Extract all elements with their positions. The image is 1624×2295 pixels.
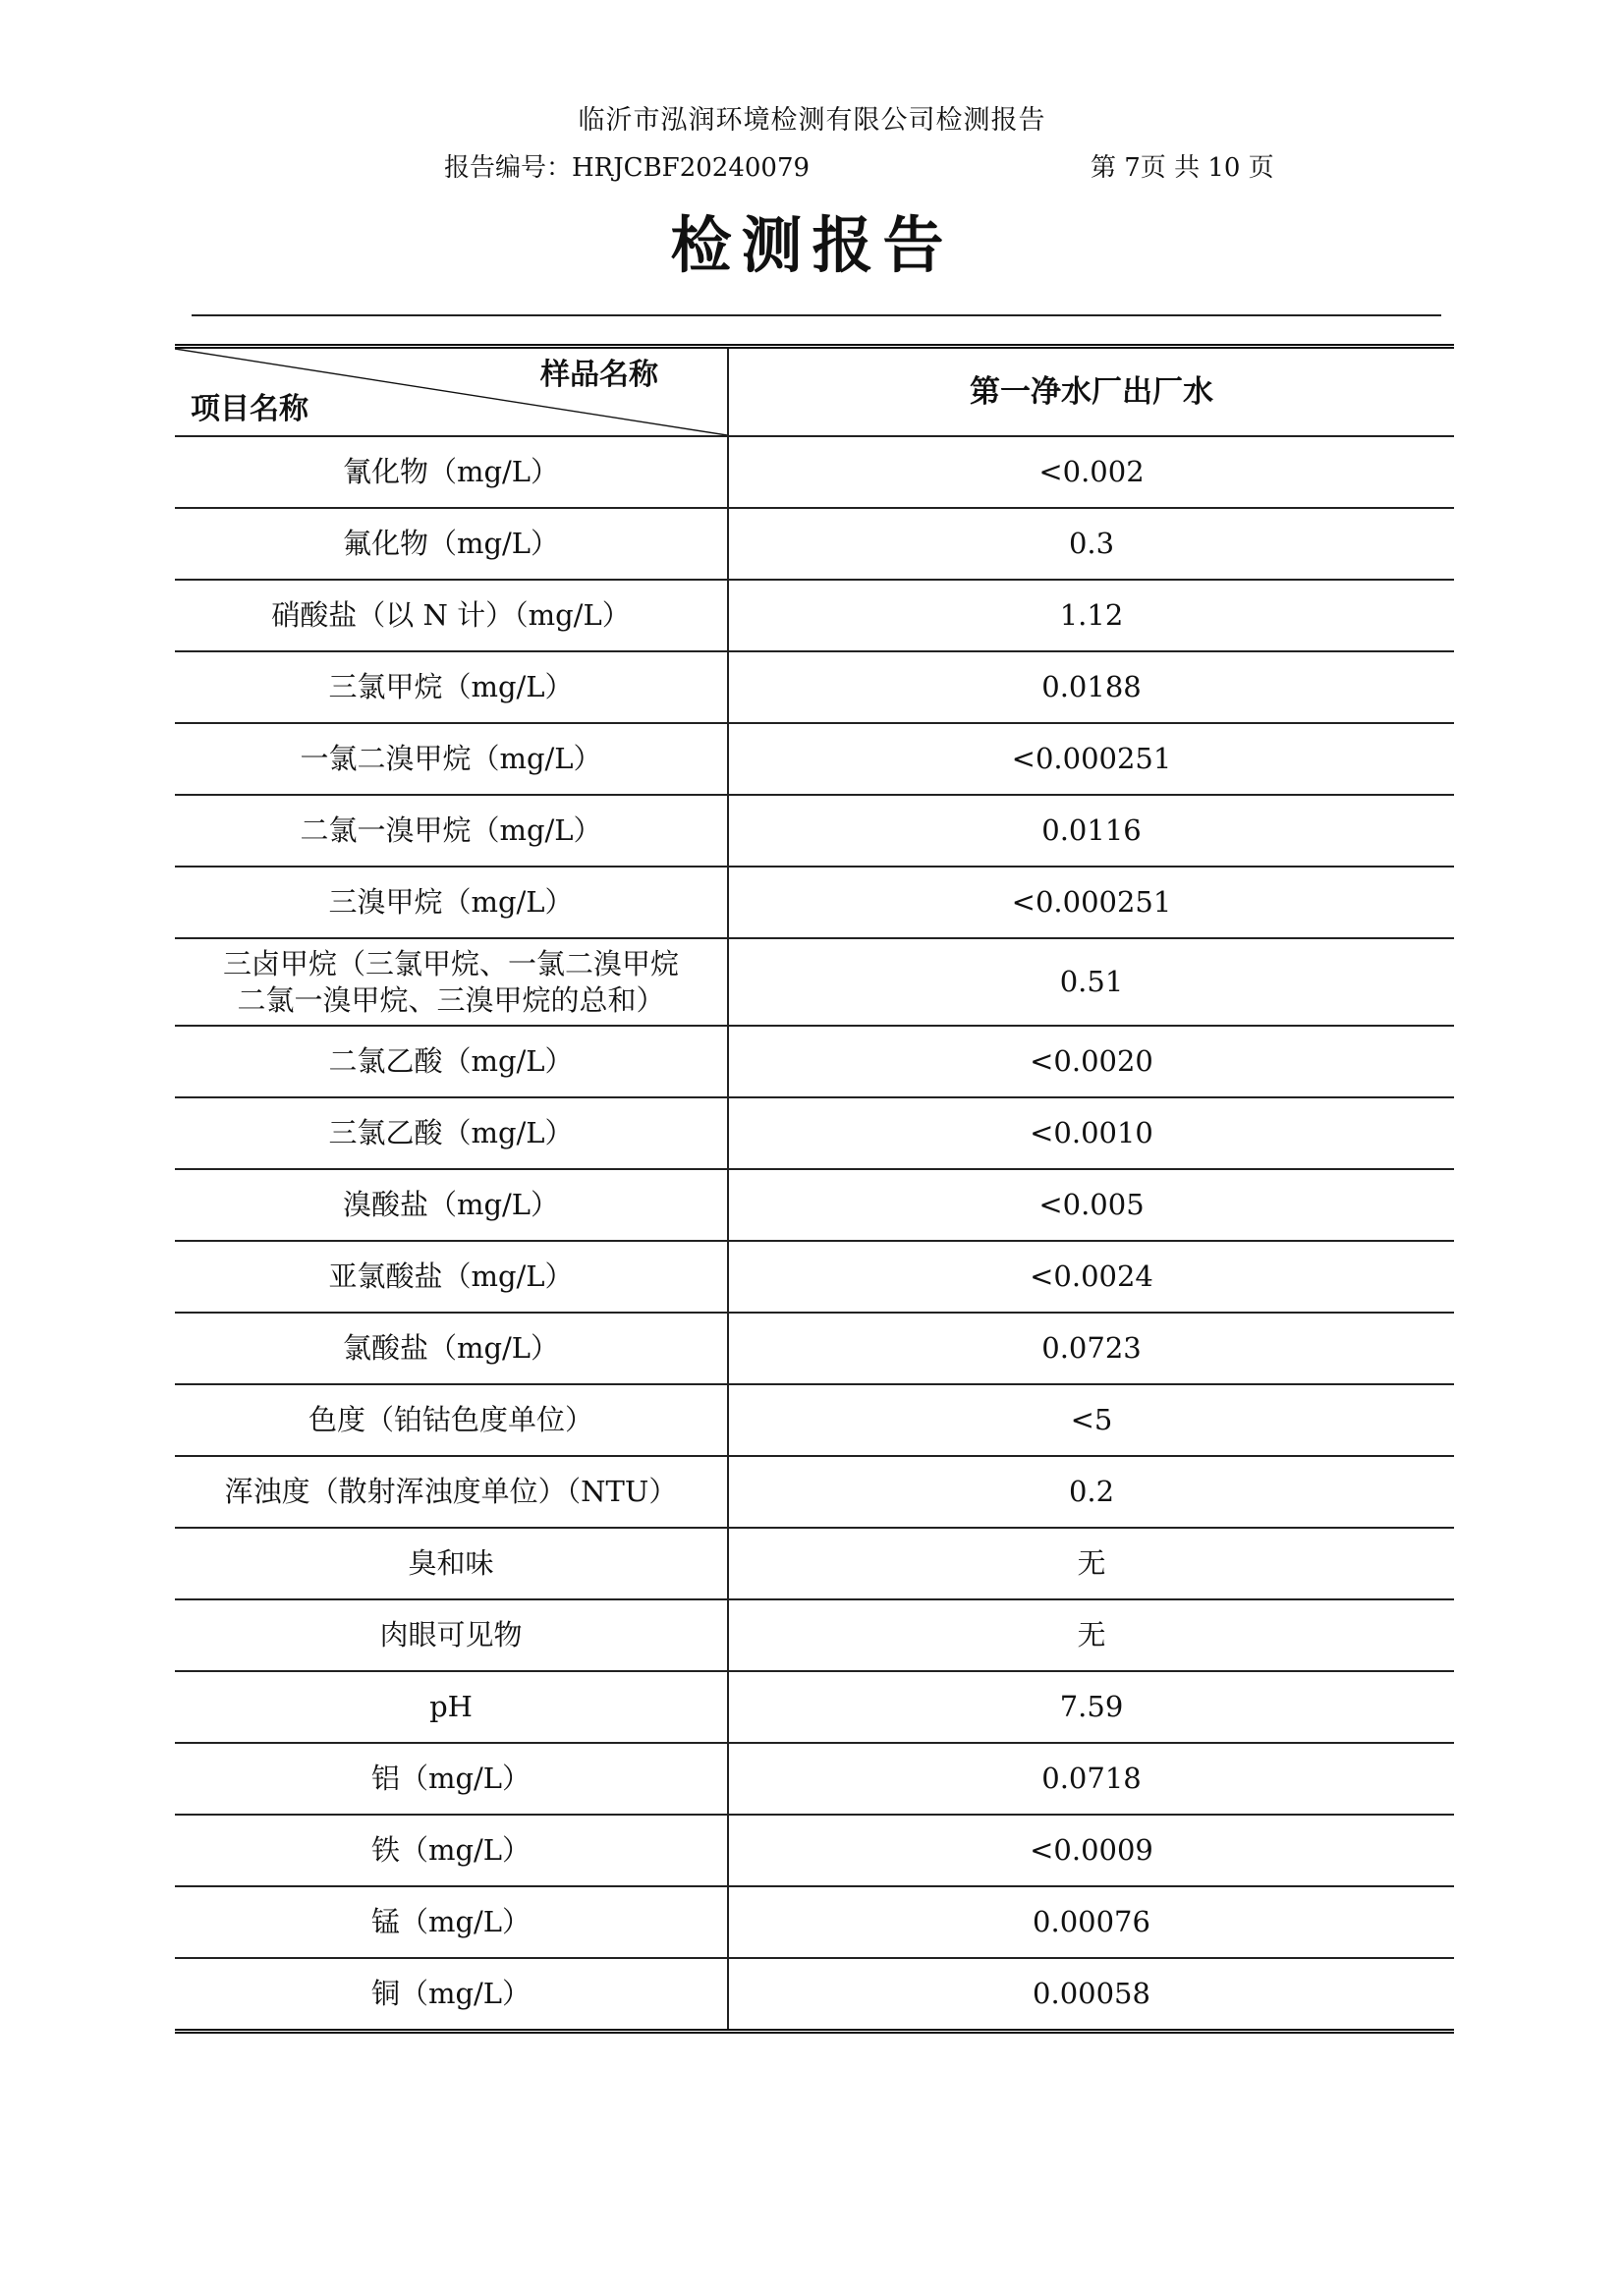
item-cell: 色度（铂钴色度单位）: [175, 1384, 728, 1456]
item-cell: 浑浊度（散射浑浊度单位）（NTU）: [175, 1456, 728, 1528]
value-cell: 0.51: [728, 938, 1454, 1026]
item-cell: 三氯甲烷（mg/L）: [175, 651, 728, 723]
item-cell: 硝酸盐（以 N 计）（mg/L）: [175, 580, 728, 651]
table-row: [175, 1026, 1454, 1097]
item-name-label: 项目名称: [191, 391, 308, 426]
item-cell: 铜（mg/L）: [175, 1958, 728, 2032]
item-cell: 二氯一溴甲烷（mg/L）: [175, 795, 728, 867]
value-cell: 0.0723: [728, 1313, 1454, 1384]
table-row: [175, 436, 1454, 508]
item-cell: 氟化物（mg/L）: [175, 508, 728, 580]
table-row: [175, 580, 1454, 651]
results-table: [175, 344, 1454, 2034]
table-row: [175, 1815, 1454, 1886]
table-row: [175, 1097, 1454, 1169]
value-cell: 7.59: [728, 1671, 1454, 1743]
value-cell: <0.0010: [728, 1097, 1454, 1169]
item-cell-line: 二氯一溴甲烷、三溴甲烷的总和）: [237, 982, 665, 1017]
table-row: [175, 723, 1454, 795]
item-cell: 三氯乙酸（mg/L）: [175, 1097, 728, 1169]
value-cell: 无: [728, 1528, 1454, 1599]
value-cell: <0.000251: [728, 723, 1454, 795]
value-cell: 0.0188: [728, 651, 1454, 723]
value-cell: 0.00076: [728, 1886, 1454, 1958]
sample-name-label: 样品名称: [540, 358, 658, 392]
table-row: [175, 1599, 1454, 1671]
page-title: 检测报告: [670, 209, 954, 281]
page-info: 第 7页 共 10 页: [1091, 153, 1274, 183]
item-cell: 锰（mg/L）: [175, 1886, 728, 1958]
value-cell: 无: [728, 1599, 1454, 1671]
value-cell: <0.005: [728, 1169, 1454, 1241]
table-row: [175, 795, 1454, 867]
table-row: [175, 1169, 1454, 1241]
table-row: [175, 651, 1454, 723]
item-cell: 肉眼可见物: [175, 1599, 728, 1671]
table-row: [175, 938, 1454, 1026]
table-row: [175, 1528, 1454, 1599]
sample-name-header: 第一净水厂出厂水: [728, 347, 1454, 437]
item-cell: 铁（mg/L）: [175, 1815, 728, 1886]
value-cell: 0.2: [728, 1456, 1454, 1528]
table-row: [175, 1456, 1454, 1528]
item-cell: 亚氯酸盐（mg/L）: [175, 1241, 728, 1313]
item-cell: 溴酸盐（mg/L）: [175, 1169, 728, 1241]
value-cell: 0.00058: [1033, 1977, 1150, 2011]
header-divider: [192, 314, 1441, 316]
item-cell: 三溴甲烷（mg/L）: [175, 867, 728, 938]
value-cell: <0.000251: [728, 867, 1454, 938]
value-cell: <0.0020: [728, 1026, 1454, 1097]
value-cell: <0.0009: [728, 1815, 1454, 1886]
value-cell: <0.0024: [728, 1241, 1454, 1313]
table-row: [175, 1384, 1454, 1456]
item-cell: 一氯二溴甲烷（mg/L）: [175, 723, 728, 795]
table-row: [175, 1886, 1454, 1958]
value-cell: 1.12: [728, 580, 1454, 651]
table-row: [175, 1313, 1454, 1384]
table-row: [175, 1671, 1454, 1743]
item-cell-line: 三卤甲烷（三氯甲烷、一氯二溴甲烷: [222, 947, 679, 981]
item-cell: 氰化物（mg/L）: [175, 436, 728, 508]
item-cell: 臭和味: [175, 1528, 728, 1599]
item-cell: 二氯乙酸（mg/L）: [175, 1026, 728, 1097]
value-cell: 0.0116: [728, 795, 1454, 867]
item-cell: [175, 938, 728, 1026]
table-row: [175, 1958, 1454, 2032]
table-row: [175, 508, 1454, 580]
item-cell: 铝（mg/L）: [175, 1743, 728, 1815]
table-header-row: [175, 347, 1454, 437]
item-cell: pH: [175, 1671, 728, 1743]
report-number: 报告编号：HRJCBF20240079: [444, 153, 811, 183]
diagonal-header-cell: [175, 347, 728, 437]
value-cell: <5: [728, 1384, 1454, 1456]
company-report-header: 临沂市泓润环境检测有限公司检测报告: [578, 105, 1046, 136]
item-cell: 氯酸盐（mg/L）: [175, 1313, 728, 1384]
value-cell: 0.0718: [728, 1743, 1454, 1815]
table-row: [175, 867, 1454, 938]
table-row: [175, 1241, 1454, 1313]
value-cell: <0.002: [728, 436, 1454, 508]
table-row: [175, 1743, 1454, 1815]
value-cell: 0.3: [728, 508, 1454, 580]
